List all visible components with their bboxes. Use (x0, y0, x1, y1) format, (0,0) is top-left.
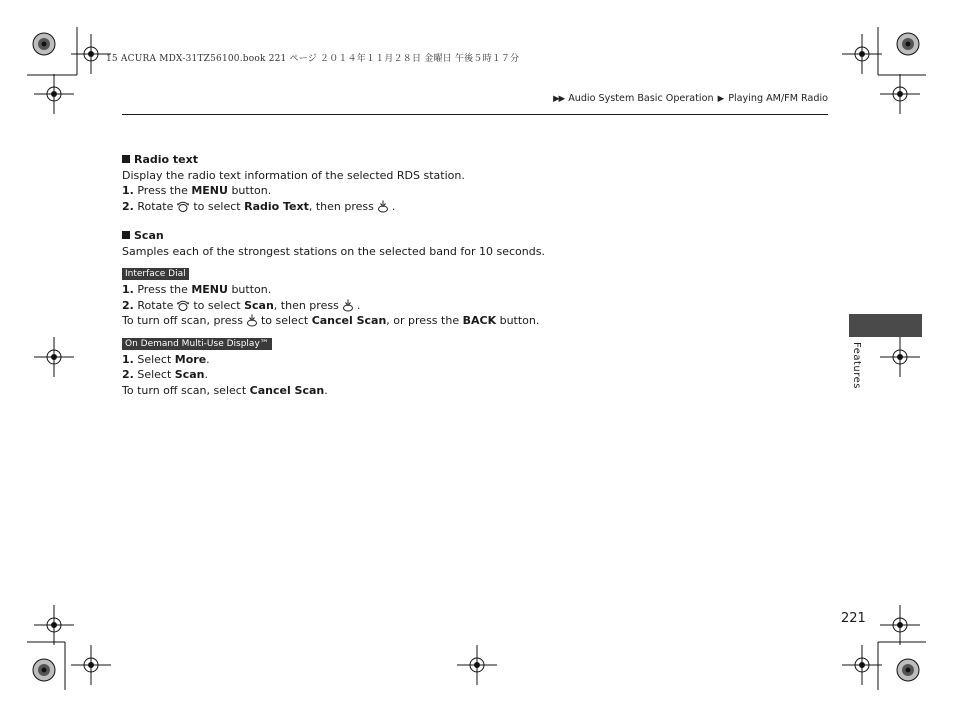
square-bullet-icon (122, 231, 130, 239)
scan-dial-turn-off: To turn off scan, press to select Cancel Scan, or press the BACK button. (122, 314, 540, 327)
interface-dial-rotate-icon (176, 200, 190, 213)
header-rule (122, 114, 828, 115)
scan-dial-step-1: 1. Press the MENU button. (122, 283, 272, 296)
breadcrumb-separator: ▶ (717, 94, 725, 104)
breadcrumb (553, 93, 828, 104)
interface-dial-press-icon (342, 299, 354, 312)
scan-heading: Scan (122, 228, 822, 244)
print-header: 15 ACURA MDX-31TZ56100.book 221 ページ ２０１４年１１月２８日 金曜日 午後５時１７分 (106, 54, 520, 64)
square-bullet-icon (122, 155, 130, 163)
scan-description: Samples each of the strongest stations on the selected band for 10 seconds. (122, 244, 545, 258)
scan-odmd-turn-off: To turn off scan, select Cancel Scan. (122, 383, 328, 397)
page-number: 221 (841, 611, 866, 626)
scan-dial-step-2: 2. Rotate to select Scan, then press . (122, 298, 361, 312)
scan-odmd-step-2: 2. Select Scan. (122, 368, 208, 381)
radio-text-description: Display the radio text information of the selected RDS station. (122, 168, 465, 182)
radio-text-step-2: 2. Rotate to select Radio Text, then press . (122, 199, 396, 213)
breadcrumb-marker: ▶▶ (553, 94, 565, 104)
on-demand-display-tag: On Demand Multi-Use Display™ (122, 338, 272, 350)
scan-odmd-step-1: 1. Select More. (122, 352, 210, 366)
radio-text-heading: Radio text (122, 152, 822, 168)
radio-text-step-1: 1. Press the MENU button. (122, 184, 272, 197)
chapter-side-label: Features (851, 342, 862, 389)
breadcrumb-section-link[interactable]: Audio System Basic Operation (568, 93, 714, 104)
interface-dial-press-icon (246, 314, 258, 327)
interface-dial-rotate-icon (176, 299, 190, 312)
interface-dial-tag: Interface Dial (122, 268, 189, 280)
page-content (122, 152, 822, 398)
chapter-side-tab (849, 314, 922, 337)
breadcrumb-page-link[interactable]: Playing AM/FM Radio (728, 93, 828, 104)
interface-dial-press-icon (377, 200, 389, 213)
